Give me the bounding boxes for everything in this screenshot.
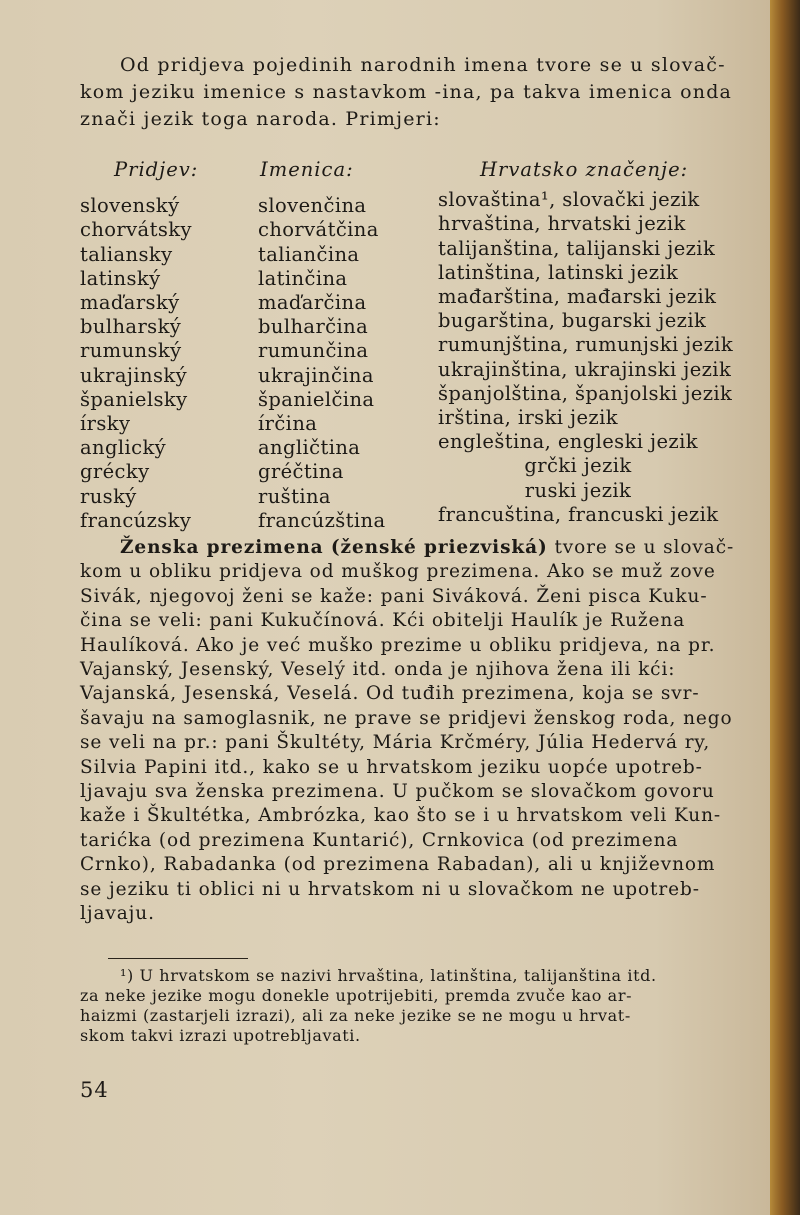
adjective-item: francúzsky	[80, 508, 192, 532]
noun-item: írčina	[258, 412, 318, 436]
paragraph-item: se veli na pr.: pani Škultéty, Mária Krčméry, Júlia Hedervá ry,	[80, 732, 711, 754]
paragraph-item: šavaju na samoglasnik, ne prave se pridjevi ženskog roda, nego	[80, 707, 733, 729]
page-edge	[770, 0, 800, 1215]
paragraph-item: Crnko), Rabadanka (od prezimena Rabadan), ali u književnom	[80, 854, 716, 876]
noun-item: maďarčina	[258, 291, 367, 315]
meaning-list	[438, 188, 758, 527]
meaning-column	[438, 158, 758, 527]
adjective-item: ruský	[80, 484, 137, 508]
meaning-item: irština, irski jezik	[438, 406, 618, 430]
paragraph-item: Silvia Papini itd., kako se u hrvatskom jeziku uopće upotreb-	[80, 756, 703, 778]
adjective-item: ukrajinský	[80, 363, 188, 387]
meaning-item: ukrajinština, ukrajinski jezik	[438, 357, 732, 381]
footnote-line: ¹) U hrvatskom se nazivi hrvaština, latinština, talijanština itd.	[120, 966, 657, 985]
page-number: 54	[80, 1078, 109, 1102]
meaning-item: grčki jezik	[524, 454, 632, 478]
noun-header: Imenica:	[260, 158, 354, 181]
noun-column	[258, 158, 428, 533]
paragraph-item: čina se veli: pani Kukučínová. Kći obitelji Haulík je Ružena	[80, 610, 686, 632]
adjective-item: anglický	[80, 436, 167, 460]
intro-paragraph	[80, 52, 760, 133]
adjective-item: taliansky	[80, 242, 173, 266]
noun-item: latinčina	[258, 266, 348, 290]
adjective-item: latinský	[80, 266, 161, 290]
meaning-item: rumunjština, rumunjski jezik	[438, 333, 734, 357]
noun-item: francúzština	[258, 508, 386, 532]
adjective-column	[80, 158, 250, 533]
paragraph-item: ljavaju sva ženska prezimena. U pučkom se slovačkom govoru	[80, 781, 715, 803]
paragraph-item: kom u obliku pridjeva od muškog prezimena. Ako se muž zove	[80, 561, 716, 583]
meaning-item: engleština, engleski jezik	[438, 430, 698, 454]
meaning-item: ruski jezik	[524, 478, 632, 502]
noun-item: rumunčina	[258, 339, 369, 363]
meaning-item: latinština, latinski jezik	[438, 260, 679, 284]
meaning-item: slovaština¹, slovački jezik	[438, 188, 700, 212]
adjective-item: grécky	[80, 460, 150, 484]
footnote-divider	[108, 958, 248, 959]
noun-item: ruština	[258, 484, 331, 508]
noun-list	[258, 194, 428, 533]
paragraph-item: Sivák, njegovoj ženi se kaže: pani Siváková. Ženi pisca Kuku-	[80, 585, 708, 607]
meaning-item: talijanština, talijanski jezik	[438, 236, 716, 260]
paragraph-lines	[80, 560, 756, 926]
surname-paragraph	[80, 536, 756, 927]
noun-item: angličtina	[258, 436, 361, 460]
paragraph-item: tarićka (od prezimena Kuntarić), Crnkovica (od prezimena	[80, 829, 679, 851]
footnote	[80, 966, 758, 1046]
paragraph-item: Vajanská, Jesenská, Veselá. Od tuđih prezimena, koja se svr-	[80, 683, 700, 705]
adjective-item: írsky	[80, 412, 131, 436]
footnote-line: skom takvi izrazi upotrebljavati.	[80, 1026, 361, 1045]
adjective-item: maďarský	[80, 291, 180, 315]
noun-item: gréčtina	[258, 460, 344, 484]
paragraph-item: Vajanský, Jesenský, Veselý itd. onda je njihova žena ili kći:	[80, 659, 676, 681]
meaning-item: hrvaština, hrvatski jezik	[438, 212, 686, 236]
meaning-item: francuština, francuski jezik	[438, 502, 719, 526]
adjective-list	[80, 194, 250, 533]
footnote-line: haizmi (zastarjeli izrazi), ali za neke jezike se ne mogu u hrvat-	[80, 1006, 631, 1025]
meaning-header: Hrvatsko značenje:	[480, 158, 689, 181]
meaning-item: bugarština, bugarski jezik	[438, 309, 707, 333]
meaning-item: mađarština, mađarski jezik	[438, 285, 717, 309]
adjective-item: slovenský	[80, 194, 180, 218]
paragraph-line-rest: tvore se u slovač-	[547, 537, 735, 558]
noun-item: taliančina	[258, 242, 360, 266]
paragraph-item: Haulíková. Ako je već muško prezime u obliku pridjeva, na pr.	[80, 634, 716, 656]
meaning-item: španjolština, španjolski jezik	[438, 381, 733, 405]
intro-line: kom jeziku imenice s nastavkom -ina, pa takva imenica onda	[80, 81, 733, 103]
noun-item: španielčina	[258, 387, 375, 411]
adjective-item: bulharský	[80, 315, 182, 339]
adjective-item: španielsky	[80, 387, 188, 411]
noun-item: ukrajinčina	[258, 363, 374, 387]
paragraph-item: kaže i Škultétka, Ambrózka, kao što se i u hrvatskom veli Kun-	[80, 805, 722, 827]
adjective-header: Pridjev:	[114, 158, 199, 181]
intro-line: znači jezik toga naroda. Primjeri:	[80, 108, 441, 130]
noun-item: bulharčina	[258, 315, 369, 339]
paragraph-item: ljavaju.	[80, 903, 155, 925]
noun-item: chorvátčina	[258, 218, 379, 242]
adjective-item: rumunský	[80, 339, 182, 363]
intro-line: Od pridjeva pojedinih narodnih imena tvore se u slovač-	[120, 54, 726, 76]
footnote-line: za neke jezike mogu donekle upotrijebiti, premda zvuče kao ar-	[80, 986, 633, 1005]
adjective-item: chorvátsky	[80, 218, 192, 242]
paragraph-first-line	[80, 536, 756, 560]
paragraph-item: se jeziku ti oblici ni u hrvatskom ni u slovačkom ne upotreb-	[80, 878, 700, 900]
bold-term: Ženska prezimena (ženské priezviská)	[120, 537, 548, 558]
noun-item: slovenčina	[258, 194, 367, 218]
